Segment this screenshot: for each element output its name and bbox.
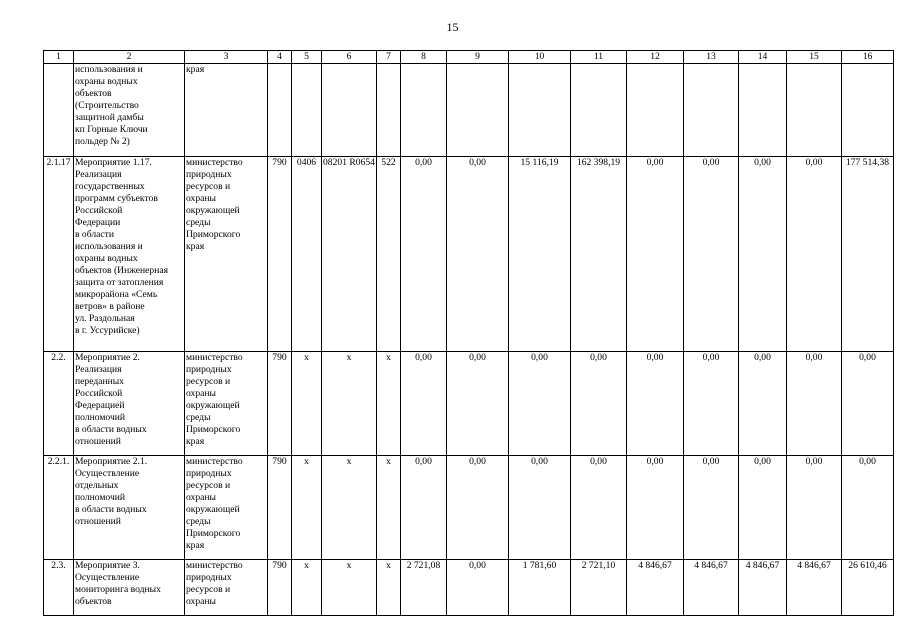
cell-16: 0,00 (841, 456, 893, 560)
header-cell-12: 12 (626, 51, 683, 64)
cell-5: x (292, 352, 322, 456)
header-cell-13: 13 (683, 51, 738, 64)
cell-6: x (322, 560, 377, 616)
executor: министерство природных ресурсов и охраны окружающей среды Приморского края (185, 157, 268, 352)
cell-12: 4 846,67 (626, 560, 683, 616)
cell-4: 790 (268, 352, 292, 456)
row-index: 2.2. (44, 352, 74, 456)
header-cell-7: 7 (376, 51, 400, 64)
cell-6: x (322, 456, 377, 560)
cell-7: x (376, 456, 400, 560)
header-cell-2: 2 (74, 51, 185, 64)
header-cell-14: 14 (738, 51, 786, 64)
cell-6: 08201 R0654 (322, 157, 377, 352)
cell-8: 0,00 (400, 157, 446, 352)
cell-10: 0,00 (508, 352, 570, 456)
table-row (44, 157, 894, 352)
header-cell-15: 15 (786, 51, 841, 64)
cell-5: x (292, 560, 322, 616)
cell-12: 0,00 (626, 456, 683, 560)
cell-6 (322, 64, 377, 157)
cell-16: 177 514,38 (841, 157, 893, 352)
cell-9: 0,00 (446, 456, 508, 560)
cell-15 (786, 64, 841, 157)
table-row (44, 456, 894, 560)
cell-12: 0,00 (626, 157, 683, 352)
table-row (44, 560, 894, 616)
executor: министерство природных ресурсов и охраны окружающей среды Приморского края (185, 352, 268, 456)
executor: министерство природных ресурсов и охраны окружающей среды Приморского края (185, 456, 268, 560)
cell-9: 0,00 (446, 560, 508, 616)
header-cell-16: 16 (841, 51, 893, 64)
budget-table (43, 50, 894, 616)
cell-4: 790 (268, 560, 292, 616)
cell-9 (446, 64, 508, 157)
cell-12 (626, 64, 683, 157)
cell-8: 0,00 (400, 352, 446, 456)
header-cell-8: 8 (400, 51, 446, 64)
page-number: 15 (446, 20, 459, 34)
cell-9: 0,00 (446, 352, 508, 456)
cell-4: 790 (268, 157, 292, 352)
cell-14: 4 846,67 (738, 560, 786, 616)
cell-7: x (376, 352, 400, 456)
table-row (44, 64, 894, 157)
cell-4: 790 (268, 456, 292, 560)
measure-name: Мероприятие 1.17. Реализация государственных программ субъектов Российской Федерации в области использования и охраны водных объектов (Инженерная защита от затопления микрорайона «Семь ветров» в районе ул. Раздольная в г. Уссурийске) (74, 157, 185, 352)
header-cell-9: 9 (446, 51, 508, 64)
header-cell-6: 6 (322, 51, 377, 64)
cell-14 (738, 64, 786, 157)
cell-7: x (376, 560, 400, 616)
cell-16 (841, 64, 893, 157)
cell-13: 0,00 (683, 352, 738, 456)
executor: министерство природных ресурсов и охраны (185, 560, 268, 616)
cell-7 (376, 64, 400, 157)
measure-name: Мероприятие 2. Реализация переданных Российской Федерацией полномочий в области водных отношений (74, 352, 185, 456)
row-index (44, 64, 74, 157)
cell-9: 0,00 (446, 157, 508, 352)
cell-16: 0,00 (841, 352, 893, 456)
cell-14: 0,00 (738, 456, 786, 560)
cell-10: 0,00 (508, 456, 570, 560)
header-row (44, 51, 894, 64)
cell-10: 1 781,60 (508, 560, 570, 616)
cell-16: 26 610,46 (841, 560, 893, 616)
cell-6: x (322, 352, 377, 456)
cell-15: 0,00 (786, 456, 841, 560)
measure-name: Мероприятие 2.1. Осуществление отдельных полномочий в области водных отношений (74, 456, 185, 560)
row-index: 2.3. (44, 560, 74, 616)
cell-8: 2 721,08 (400, 560, 446, 616)
cell-12: 0,00 (626, 352, 683, 456)
cell-4 (268, 64, 292, 157)
cell-13: 4 846,67 (683, 560, 738, 616)
cell-5: x (292, 456, 322, 560)
measure-name: использования и охраны водных объектов (Строительство защитной дамбы кп Горные Ключи польдер № 2) (74, 64, 185, 157)
cell-7: 522 (376, 157, 400, 352)
cell-11: 0,00 (570, 352, 626, 456)
header-cell-10: 10 (508, 51, 570, 64)
cell-5: 0406 (292, 157, 322, 352)
executor: края (185, 64, 268, 157)
cell-5 (292, 64, 322, 157)
cell-8: 0,00 (400, 456, 446, 560)
row-index: 2.1.17 (44, 157, 74, 352)
cell-11: 0,00 (570, 456, 626, 560)
cell-10: 15 116,19 (508, 157, 570, 352)
cell-11: 2 721,10 (570, 560, 626, 616)
header-cell-3: 3 (185, 51, 268, 64)
header-cell-4: 4 (268, 51, 292, 64)
header-cell-5: 5 (292, 51, 322, 64)
cell-14: 0,00 (738, 157, 786, 352)
header-cell-1: 1 (44, 51, 74, 64)
cell-8 (400, 64, 446, 157)
cell-13: 0,00 (683, 456, 738, 560)
cell-15: 4 846,67 (786, 560, 841, 616)
cell-10 (508, 64, 570, 157)
cell-11 (570, 64, 626, 157)
cell-14: 0,00 (738, 352, 786, 456)
cell-13 (683, 64, 738, 157)
header-cell-11: 11 (570, 51, 626, 64)
cell-15: 0,00 (786, 157, 841, 352)
table-row (44, 352, 894, 456)
row-index: 2.2.1. (44, 456, 74, 560)
cell-11: 162 398,19 (570, 157, 626, 352)
cell-15: 0,00 (786, 352, 841, 456)
cell-13: 0,00 (683, 157, 738, 352)
measure-name: Мероприятие 3. Осуществление мониторинга водных объектов (74, 560, 185, 616)
